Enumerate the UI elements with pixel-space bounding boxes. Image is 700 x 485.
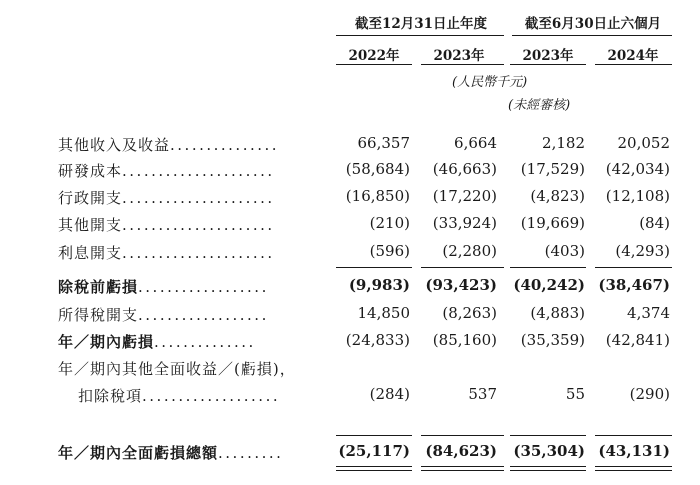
value-cell: (33,924) bbox=[432, 214, 497, 232]
row-label: 年／期內虧損.............. bbox=[58, 333, 256, 351]
header-group-interim: 截至6月30日止六個月 bbox=[524, 16, 662, 32]
value-cell: 537 bbox=[468, 385, 497, 403]
value-cell: (35,304) bbox=[513, 442, 585, 460]
value-cell: (42,034) bbox=[605, 160, 670, 178]
value-cell: (85,160) bbox=[432, 331, 497, 349]
total-rule-4 bbox=[595, 435, 672, 436]
value-cell: 20,052 bbox=[617, 134, 670, 152]
double-rule-2 bbox=[421, 466, 504, 471]
header-year-2: 2023年 bbox=[433, 48, 485, 64]
table-row bbox=[0, 134, 700, 158]
value-cell: (93,423) bbox=[425, 276, 497, 294]
row-label: 除稅前虧損.................. bbox=[58, 278, 269, 296]
subtotal-rule-1 bbox=[336, 267, 412, 268]
subtotal-rule-4 bbox=[595, 267, 672, 268]
header-year-1: 2022年 bbox=[348, 48, 400, 64]
value-cell: 14,850 bbox=[357, 304, 410, 322]
value-cell: (40,242) bbox=[513, 276, 585, 294]
year-rule-3 bbox=[510, 64, 586, 65]
value-cell: (4,823) bbox=[530, 187, 585, 205]
value-cell: (38,467) bbox=[598, 276, 670, 294]
subtotal-rule-2 bbox=[421, 267, 504, 268]
row-label: 利息開支..................... bbox=[58, 244, 275, 262]
value-cell: (43,131) bbox=[598, 442, 670, 460]
audit-label: (未經審核) bbox=[508, 98, 571, 113]
value-cell: (2,280) bbox=[442, 242, 497, 260]
table-row bbox=[0, 160, 700, 184]
subtotal-rule-3 bbox=[510, 267, 586, 268]
double-rule-3 bbox=[510, 466, 586, 471]
row-label: 年／期內全面虧損總額......... bbox=[58, 444, 284, 462]
value-cell: (17,220) bbox=[432, 187, 497, 205]
value-cell: (46,663) bbox=[432, 160, 497, 178]
value-cell: (596) bbox=[369, 242, 410, 260]
value-cell: 6,664 bbox=[454, 134, 497, 152]
value-cell: 2,182 bbox=[542, 134, 585, 152]
value-cell: (17,529) bbox=[520, 160, 585, 178]
row-label: 行政開支..................... bbox=[58, 189, 275, 207]
value-cell: (403) bbox=[544, 242, 585, 260]
value-cell: (4,883) bbox=[530, 304, 585, 322]
table-row-total bbox=[0, 442, 700, 466]
table-row bbox=[0, 276, 700, 300]
row-label: 其他開支..................... bbox=[58, 216, 275, 234]
year-rule-2 bbox=[421, 64, 504, 65]
row-label: 扣除稅項................... bbox=[78, 387, 281, 405]
double-rule-1 bbox=[336, 466, 412, 471]
header-year-4: 2024年 bbox=[607, 48, 659, 64]
table-row bbox=[0, 358, 700, 382]
total-rule-3 bbox=[510, 435, 586, 436]
row-label: 年／期內其他全面收益／(虧損)， bbox=[58, 360, 296, 378]
value-cell: (9,983) bbox=[348, 276, 410, 294]
value-cell: (284) bbox=[369, 385, 410, 403]
header-group-annual: 截至12月31日止年度 bbox=[354, 16, 488, 32]
header-year-3: 2023年 bbox=[522, 48, 574, 64]
table-row bbox=[0, 304, 700, 328]
total-rule-2 bbox=[421, 435, 504, 436]
header-rule-annual bbox=[336, 35, 504, 36]
value-cell: (84) bbox=[639, 214, 670, 232]
table-row bbox=[0, 242, 700, 266]
value-cell: (24,833) bbox=[345, 331, 410, 349]
value-cell: (16,850) bbox=[345, 187, 410, 205]
value-cell: (12,108) bbox=[605, 187, 670, 205]
row-label: 其他收入及收益............... bbox=[58, 136, 280, 154]
value-cell: 55 bbox=[565, 385, 585, 403]
value-cell: (25,117) bbox=[338, 442, 410, 460]
table-row bbox=[0, 214, 700, 238]
total-rule-1 bbox=[336, 435, 412, 436]
table-row bbox=[0, 187, 700, 211]
value-cell: (210) bbox=[369, 214, 410, 232]
value-cell: (4,293) bbox=[615, 242, 670, 260]
row-label: 所得稅開支.................. bbox=[58, 306, 269, 324]
table-row bbox=[0, 331, 700, 355]
value-cell: (35,359) bbox=[520, 331, 585, 349]
value-cell: (58,684) bbox=[345, 160, 410, 178]
year-rule-4 bbox=[595, 64, 672, 65]
unit-label: (人民幣千元) bbox=[452, 75, 528, 90]
double-rule-4 bbox=[595, 466, 672, 471]
table-row bbox=[0, 385, 700, 409]
header-rule-interim bbox=[512, 35, 672, 36]
value-cell: 4,374 bbox=[627, 304, 670, 322]
value-cell: (84,623) bbox=[425, 442, 497, 460]
year-rule-1 bbox=[336, 64, 412, 65]
value-cell: (42,841) bbox=[605, 331, 670, 349]
value-cell: (290) bbox=[629, 385, 670, 403]
row-label: 研發成本..................... bbox=[58, 162, 275, 180]
value-cell: (8,263) bbox=[442, 304, 497, 322]
value-cell: (19,669) bbox=[520, 214, 585, 232]
value-cell: 66,357 bbox=[357, 134, 410, 152]
